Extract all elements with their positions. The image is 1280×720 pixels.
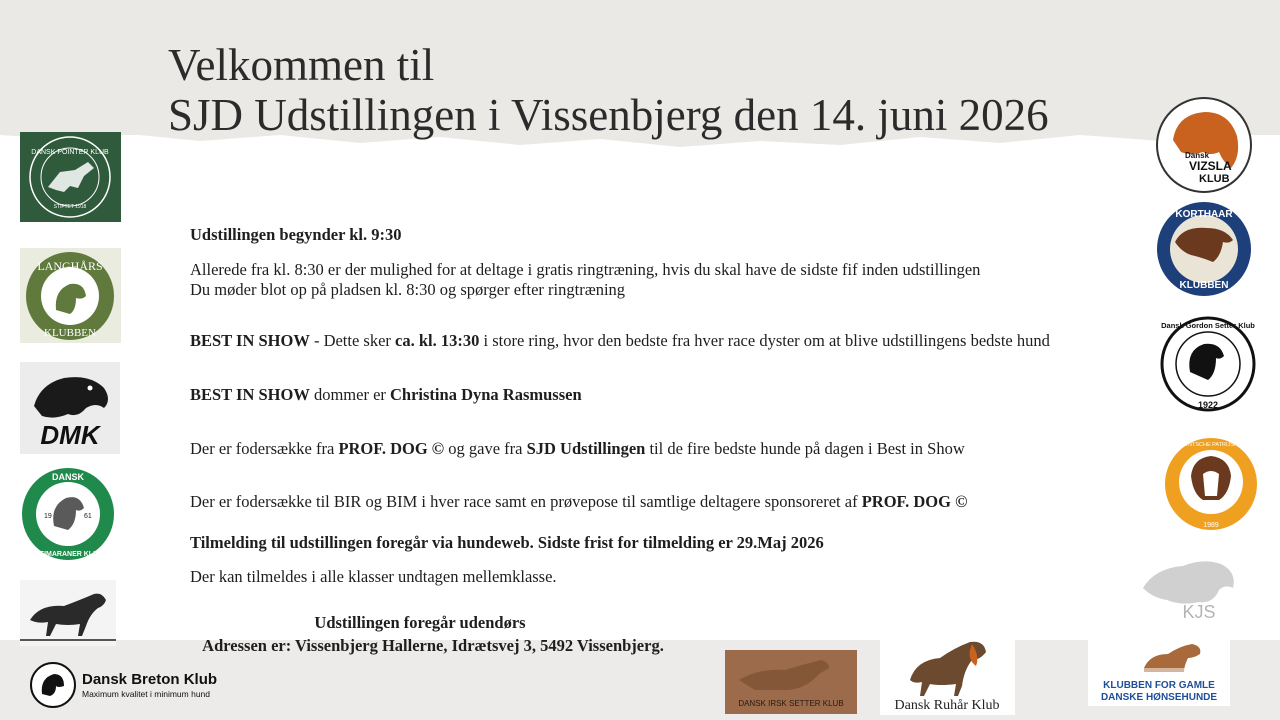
- sponsor-text: [190, 492, 967, 512]
- judge-text: [190, 385, 582, 405]
- korthaar-klubben-logo: [1155, 200, 1253, 298]
- title-line-1: Velkommen til: [168, 40, 435, 90]
- weimaraner-year-right: 61: [84, 513, 92, 520]
- langhaar-bottom: KLUBBEN: [44, 327, 96, 339]
- gordon-year: 1922: [1197, 400, 1219, 410]
- judge-name: Christina Dyna Rasmussen: [390, 385, 582, 404]
- page-title: [168, 40, 1049, 140]
- outdoors-text: Udstillingen foregår udendørs: [314, 613, 526, 632]
- gift-text-2: og gave fra: [444, 439, 527, 458]
- langhaar-top: LANGHÅRS: [37, 259, 103, 273]
- dmk-logo: [20, 362, 120, 454]
- gamle-line-1: KLUBBEN FOR GAMLE: [1103, 680, 1215, 691]
- ring-training-line-1: Allerede fra kl. 8:30 er der mulighed for at deltage i gratis ringtræning, hvis du skal have de sidste fif inden udstillingen: [190, 260, 981, 279]
- weimaraner-klub-logo: [20, 466, 116, 562]
- gamle-line-2: DANSKE HØNSEHUNDE: [1100, 692, 1218, 703]
- gordon-ring: Dansk Gordon Setter Klub: [1161, 321, 1255, 330]
- title-line-2: SJD Udstillingen i Vissenbjerg den 14. juni 2026: [168, 90, 1049, 140]
- judge-label: BEST IN SHOW: [190, 385, 310, 404]
- start-time-text: Udstillingen begynder kl. 9:30: [190, 225, 402, 244]
- sponsor-text-1: Der er fodersække til BIR og BIM i hver race samt en prøvepose til samtlige deltagere sponsoreret af: [190, 492, 862, 511]
- bis-label: BEST IN SHOW: [190, 331, 310, 350]
- registration-text: Tilmelding til udstillingen foregår via hundeweb. Sidste frist for tilmelding er 29.Maj 2026: [190, 533, 824, 552]
- dansk-breton-klub-logo: [30, 660, 250, 710]
- sponsor-brand: PROF. DOG ©: [861, 492, 968, 511]
- kjs-text: KJS: [1182, 602, 1216, 622]
- gift-brand: PROF. DOG ©: [338, 439, 445, 458]
- weimaraner-bottom: WEIMARANER KLUB: [32, 551, 104, 558]
- patrijs-ring: DANSK DRENTSCHE PATRIJSHOND KLUB: [1155, 442, 1267, 448]
- gift-text-1: Der er fodersække fra: [190, 439, 339, 458]
- judge-connector: dommer er: [309, 385, 391, 404]
- korthaar-bottom: KLUBBEN: [1179, 280, 1229, 291]
- patrijs-year: 1989: [1203, 522, 1219, 529]
- gamle-hoensehunde-logo: [1088, 638, 1230, 706]
- bis-time: ca. kl. 13:30: [395, 331, 480, 350]
- pointer-sub: STIFTET 1918: [53, 204, 87, 210]
- bis-text-1: - Dette sker: [309, 331, 396, 350]
- ruhaar-klub-logo: [880, 630, 1015, 715]
- langhaar-klubben-logo: [20, 248, 121, 343]
- irsk-text: DANSK IRSK SETTER KLUB: [738, 699, 844, 708]
- ring-training-line-2: Du møder blot op på pladsen kl. 8:30 og spørger efter ringtræning: [190, 280, 626, 299]
- gift-org: SJD Udstillingen: [526, 439, 646, 458]
- pointer-name: DANSK POINTER KLUB: [31, 149, 109, 156]
- irsk-setter-klub-logo: [725, 650, 857, 714]
- bis-text-2: i store ring, hvor den bedste fra hver race dyster om at blive udstillingens bedste hund: [479, 331, 1050, 350]
- dansk-vizsla-klub-logo: [1155, 96, 1253, 194]
- korthaar-top: KORTHAAR: [1175, 209, 1233, 220]
- breton-tagline: Maximum kvalitet i minimum hund: [82, 689, 211, 699]
- weimaraner-top: DANSK: [51, 472, 85, 482]
- best-in-show-text: [190, 331, 1050, 351]
- gift-text: [190, 439, 965, 459]
- ring-training-text: [190, 260, 980, 300]
- dansk-pointer-klub-logo: [20, 132, 121, 222]
- vizsla-line-3: KLUB: [1199, 173, 1230, 185]
- dmk-text: DMK: [40, 420, 100, 450]
- kjs-logo: [1133, 548, 1253, 628]
- patrijshond-klub-logo: [1155, 436, 1267, 532]
- breton-name: Dansk Breton Klub: [82, 671, 218, 688]
- vizsla-line-2: VIZSLA: [1189, 159, 1232, 173]
- gift-text-3: til de fire bedste hunde på dagen i Best in Show: [645, 439, 965, 458]
- ruhaar-text: Dansk Ruhår Klub: [894, 698, 1000, 713]
- weimaraner-year-left: 19: [44, 513, 52, 520]
- gordon-setter-klub-logo: [1160, 316, 1256, 412]
- vizsla-line-1: Dansk: [1185, 151, 1210, 160]
- setter-illustration: [20, 580, 116, 646]
- address-text: Adressen er: Vissenbjerg Hallerne, Idrætsvej 3, 5492 Vissenbjerg.: [202, 636, 664, 655]
- classes-text: Der kan tilmeldes i alle klasser undtagen mellemklasse.: [190, 567, 557, 586]
